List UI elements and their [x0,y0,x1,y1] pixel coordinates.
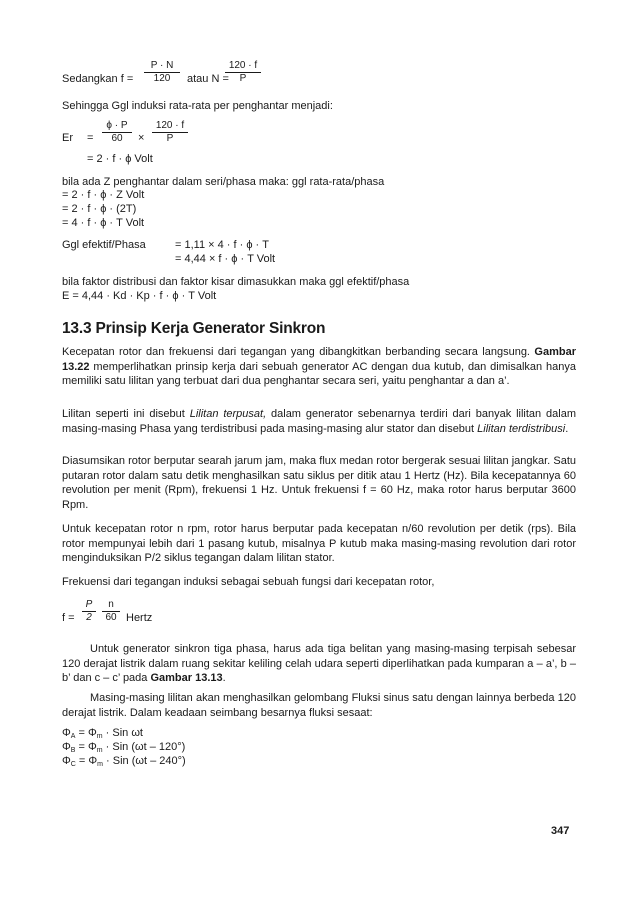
paragraph-2 [62,407,576,436]
z-eq-3: = 4 · f · ϕ · T Volt [62,217,145,229]
formula-f-prefix: Sedangkan f = [62,73,134,85]
paragraph-3: Diasumsikan rotor berputar searah jarum jam, maka flux medan rotor bergerak sesuai lilitan jangkar. Satu putaran rotor dalam satu detik menghasilkan satu siklus per ditik atau 1 Hertz (Hz). Bila kecepatannya 60 revolution per menit (Rpm), frekuensi 1 Hz. Untuk frekuensi f = 60 Hz, maka rotor harus berputar 3600 Rpm. [62,455,576,511]
page [62,0,576,898]
phi-symbol: Φ [62,755,71,767]
ggl-intro-text: Sehingga Ggl induksi rata-rata per penghantar menjadi: [62,100,333,112]
formula-f-fraction [144,60,180,85]
phi-m-subscript: m [96,747,103,754]
er-equals: = [87,132,94,144]
fraction-denominator: 120 [153,73,171,84]
flux-eq-middle: = Φ [75,727,97,739]
phi-symbol: Φ [62,727,71,739]
fraction-denominator: 60 [105,612,117,623]
paragraph-4: Untuk kecepatan rotor n rpm, rotor harus berputar pada kecepatan n/60 revolution per detik (rps). Bila rotor mempunyai lebih dari 1 pasang kutub, misalnya P kutub maka masing-masing revolution dari rotor menginduksikan P/2 siklus tegangan dalam lilitan stator. [62,523,576,565]
er-label: Er [62,132,73,144]
phi-m-subscript: m [97,761,103,768]
figure-ref-13-13: Gambar 13.13 [150,672,223,685]
fraction-numerator: ϕ · P [102,120,132,133]
paragraph-6-text-a: Untuk generator sinkron tiga phasa, harus ada tiga belitan yang masing-masing terpisah sebesar 120 derajat listrik dalam ruang sekitar keliling celah udara seperti diperlihatkan pada kumparan a – a’, b – b’ dan c – c’ pada [62,643,576,685]
er-result: = 2 · f · ϕ Volt [87,153,153,165]
page-number: 347 [551,825,570,837]
phi-subscript: C [70,761,76,768]
paragraph-1-text-b: memperlihatkan prinsip kerja dari sebuah generator AC dengan dua kutub, dan dimisalkan hanya memiliki satu lilitan yang terbuat dari dua penghantar secara seri, yaitu penghantar a dan a’. [62,360,576,388]
distribusi-intro-text: bila faktor distribusi dan faktor kisar dimasukkan maka ggl efektif/phasa [62,276,410,288]
fraction-denominator: P [166,133,174,144]
phi-subscript: B [70,747,76,754]
distribusi-eq: E = 4,44 · Kd · Kp · f · ϕ · T Volt [62,290,217,302]
paragraph-6 [62,642,576,686]
term-lilitan-terdistribusi: Lilitan terdistribusi [477,422,566,435]
ggl-efektif-eq-2: = 4,44 × f · ϕ · T Volt [175,253,276,265]
paragraph-2-text-a: Lilitan seperti ini disebut [62,408,190,420]
paragraph-1-text-a: Kecepatan rotor dan frekuensi dari tegangan yang dibangkitkan berbanding secara langsung. [62,346,530,358]
frequency-fraction-1 [82,599,96,624]
fraction-numerator: 120 · f [152,120,188,133]
ggl-efektif-label: Ggl efektif/Phasa [62,239,146,251]
fraction-numerator: n [102,599,120,612]
formula-n-prefix: atau N = [187,73,229,85]
flux-eq-tail: · Sin (ωt – 240°) [103,755,186,767]
ggl-efektif-eq-1: = 1,11 × 4 · f · ϕ · T [175,239,269,251]
phi-symbol: Φ [62,741,71,753]
frequency-unit: Hertz [126,612,153,624]
phi-subscript: A [70,733,76,740]
flux-eq-tail: · Sin ωt [102,727,143,739]
flux-eq-c [62,755,186,771]
fraction-numerator: 120 · f [225,60,261,73]
flux-eq-tail: · Sin (ωt – 120°) [102,741,186,753]
frequency-prefix: f = [62,612,75,624]
paragraph-7: Masing-masing lilitan akan menghasilkan gelombang Fluksi sinus satu dengan lainnya berbeda 120 derajat listrik. Dalam keadaan seimbang besarnya fluksi sesaat: [62,692,576,719]
paragraph-2-text-c: . [565,422,569,435]
phi-m-subscript: m [96,733,103,740]
flux-eq-middle: = Φ [75,755,98,767]
paragraph-2-text-b: dalam generator sebenarnya terdiri dari banyak lilitan dalam masing-masing Phasa yang terdistribusi pada masing-masing alur stator dan disebut [62,408,576,435]
fraction-denominator: P [239,73,247,84]
flux-eq-middle: = Φ [75,741,97,753]
paragraph-6-text-b: . [222,672,226,685]
er-fraction-2 [152,120,188,145]
fraction-numerator: P [82,599,96,612]
paragraph-1 [62,345,576,389]
fraction-numerator: P · N [144,60,180,73]
z-eq-2: = 2 · f · ϕ · (2T) [62,203,137,215]
er-fraction-1 [102,120,132,145]
fraction-denominator: 2 [86,612,92,623]
formula-n-fraction [225,60,261,85]
fraction-denominator: 60 [111,133,123,144]
frequency-fraction-2 [102,599,120,624]
figure-ref-13-22: Gambar 13.22 [62,346,576,373]
section-heading: 13.3 Prinsip Kerja Generator Sinkron [62,320,326,337]
z-intro-text: bila ada Z penghantar dalam seri/phasa maka: ggl rata-rata/phasa [62,176,385,188]
er-times: × [138,132,145,144]
term-lilitan-terpusat: Lilitan terpusat, [189,408,267,420]
z-eq-1: = 2 · f · ϕ · Z Volt [62,189,145,201]
paragraph-5: Frekuensi dari tegangan induksi sebagai sebuah fungsi dari kecepatan rotor, [62,576,435,588]
